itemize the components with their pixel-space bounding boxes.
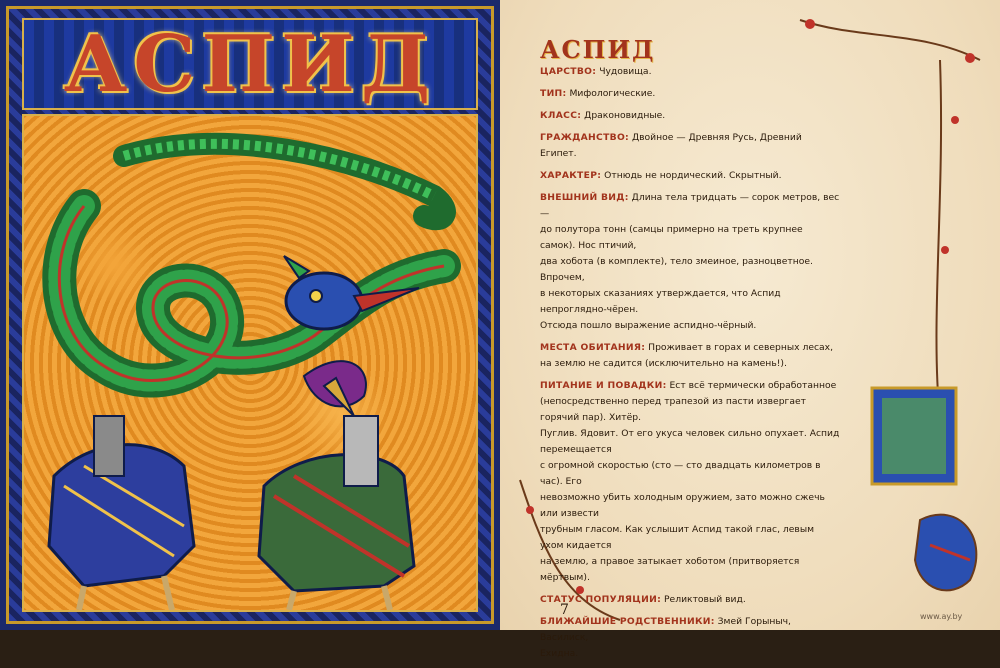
capital-letter-ornament [872, 388, 956, 484]
entry-kingdom [540, 64, 840, 80]
entry-class [540, 108, 840, 124]
entry-text: Чудовища. [599, 66, 652, 77]
page-title: АСПИД [540, 35, 656, 64]
entry-label: ГРАЖДАНСТВО: [540, 132, 630, 143]
knight-left [49, 416, 194, 610]
dragon-illustration [24, 116, 476, 610]
ornamental-title [24, 20, 476, 108]
bird-ornament [915, 515, 976, 591]
entry-appearance [540, 190, 840, 334]
entry-text: Отсюда пошло выражение аспидно-чёрный. [540, 320, 757, 331]
entry-relatives [540, 614, 840, 662]
entry-text: Змей Горыныч, Василиск, [540, 616, 791, 643]
entry-label: ТИП: [540, 88, 567, 99]
ornamental-title-band [22, 18, 478, 110]
entry-text: на землю, а правое затыкает хоботом (притворяется мёртвым). [540, 556, 800, 583]
entry-text: Пуглив. Ядовит. От его укуса человек сильно опухает. Аспид перемещается [540, 428, 840, 455]
left-page-illustration [0, 0, 500, 630]
entry-text: Отнюдь не нордический. Скрытный. [604, 170, 782, 181]
entry-text: Мифологические. [569, 88, 656, 99]
entry-habitat [540, 340, 840, 372]
entry-label: БЛИЖАЙШИЕ РОДСТВЕННИКИ: [540, 616, 715, 627]
entry-text: невозможно убить холодным оружием, зато можно сжечь или извести [540, 492, 825, 519]
entry-citizenship [540, 130, 840, 162]
entry-text: на землю не садится (исключительно на камень!). [540, 358, 787, 369]
title-letter: Д [360, 18, 437, 110]
entry-text: Двойное — Древняя Русь, Древний Египет. [540, 132, 802, 159]
entry-text: Реликтовый вид. [664, 594, 746, 605]
entry-text: (непосредственно перед трапезой из пасти извергает горячий пар). Хитёр. [540, 396, 806, 423]
entry-label: ПИТАНИЕ И ПОВАДКИ: [540, 380, 667, 391]
entry-label: КЛАСС: [540, 110, 582, 121]
title-letter: С [133, 18, 202, 110]
entry-text: Ест всё термически обработанное [669, 380, 837, 391]
watermark: www.ay.by [920, 612, 963, 621]
title-letter: А [63, 18, 134, 110]
entry-diet [540, 378, 840, 586]
entry-text: до полутора тонн (самцы примерно на треть крупнее самок). Нос птичий, [540, 224, 803, 251]
entry-text: два хобота (в комплекте), тело змеиное, разноцветное. Впрочем, [540, 256, 813, 283]
entry-label: ЦАРСТВО: [540, 66, 597, 77]
knight-right [259, 378, 414, 610]
right-page-text [500, 0, 1000, 659]
entry-text: Драконовидные. [584, 110, 666, 121]
entry-label: ХАРАКТЕР: [540, 170, 602, 181]
entry-label: ВНЕШНИЙ ВИД: [540, 192, 629, 203]
title-letter: П [201, 18, 282, 110]
entry-text: с огромной скоростью (сто — сто двадцать километров в час). Его [540, 460, 821, 487]
entry-text: Ехидна. [540, 648, 579, 659]
entry-text: в некоторых сказаниях утверждается, что Аспид непроглядно-чёрен. [540, 288, 781, 315]
title-letter: И [281, 18, 361, 110]
article-text [540, 35, 840, 668]
entry-text: трубным гласом. Как услышит Аспид такой глас, левым ухом кидается [540, 524, 815, 551]
entry-label: СТАТУС ПОПУЛЯЦИИ: [540, 594, 662, 605]
entry-text: Длина тела тридцать — сорок метров, вес — [540, 192, 840, 219]
illustration-panel [22, 114, 478, 612]
entry-text: Проживает в горах и северных лесах, [648, 342, 834, 353]
entry-character [540, 168, 840, 184]
entry-label: МЕСТА ОБИТАНИЯ: [540, 342, 646, 353]
entry-type [540, 86, 840, 102]
page-number: 7 [560, 602, 569, 618]
entry-population-status [540, 592, 840, 608]
